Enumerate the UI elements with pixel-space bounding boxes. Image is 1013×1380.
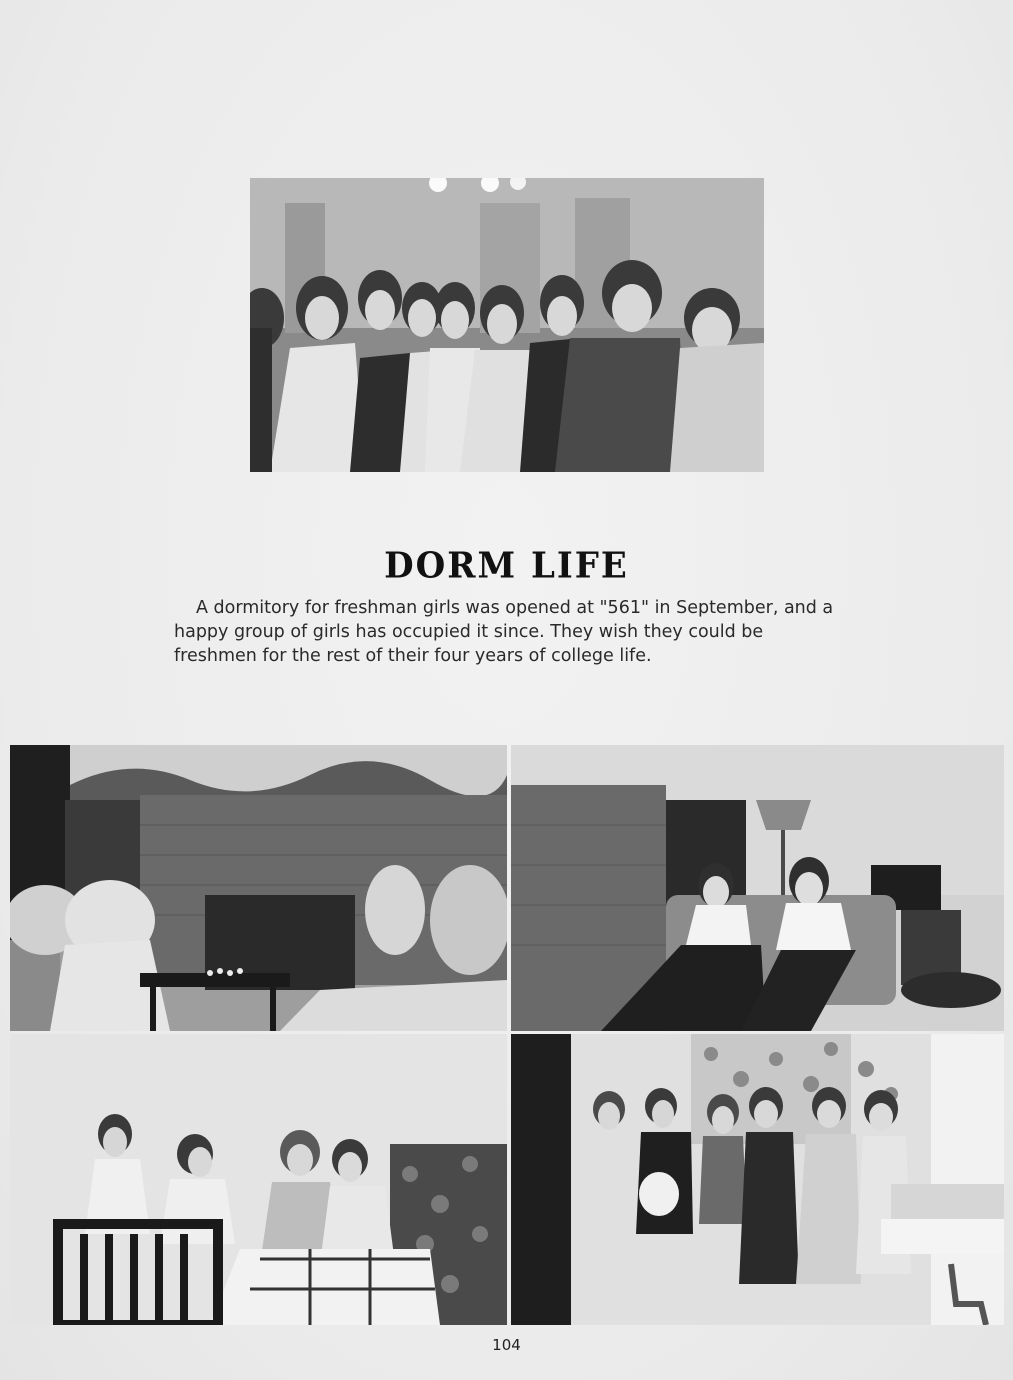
page-number: 104 (492, 1336, 521, 1354)
fireplace-photo (10, 745, 507, 1031)
group-photo-top (250, 178, 764, 472)
sofa-photo (511, 745, 1004, 1031)
group-photo-bottom (511, 1034, 1004, 1325)
page-title: DORM LIFE (384, 545, 629, 587)
bedroom-photo (10, 1034, 507, 1325)
caption-paragraph: A dormitory for freshman girls was opened at "561" in September, and a happy group of girls has occupied it since. They wish they could be freshmen for the rest of their four years of college life. (174, 598, 834, 666)
